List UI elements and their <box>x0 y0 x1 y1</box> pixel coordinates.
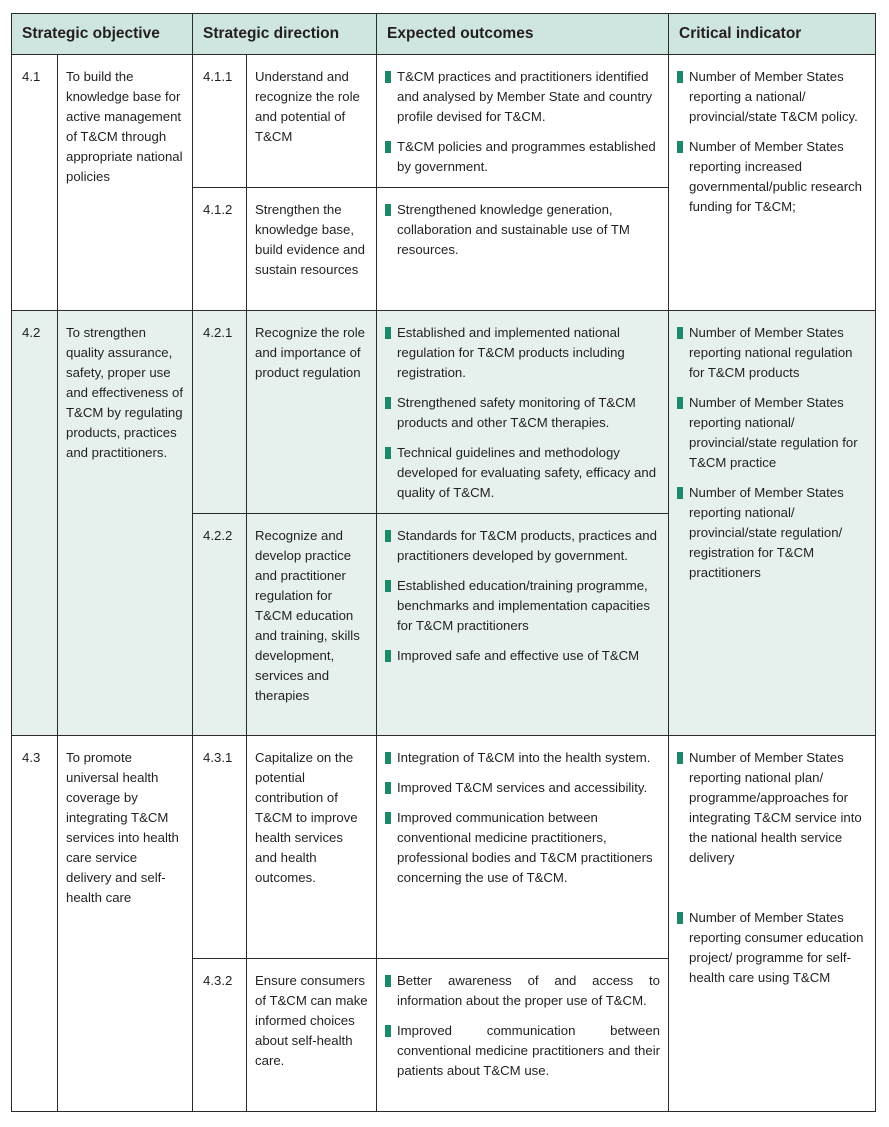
outcome-item: Better awareness of and access to information about the proper use of T&CM. <box>385 971 660 1011</box>
bullet-marker <box>677 71 683 83</box>
indicator-item: Number of Member States reporting national/ provincial/state regulation for T&CM practice <box>677 393 867 473</box>
bullet-marker <box>385 71 391 83</box>
outcome-item: Improved communication between conventional medicine practitioners and their patients about T&CM use. <box>385 1021 660 1081</box>
bullet-marker <box>677 397 683 409</box>
outcome-item: Integration of T&CM into the health system. <box>385 748 660 768</box>
bullet-marker <box>385 580 391 592</box>
bullet-marker <box>385 447 391 459</box>
direction-text: Ensure consumers of T&CM can make informed choices about self-health care. <box>247 959 377 1112</box>
outcome-item: Improved T&CM services and accessibility. <box>385 778 660 798</box>
table-row <box>12 736 876 959</box>
objective-number: 4.1 <box>12 55 58 311</box>
bullet-marker <box>385 530 391 542</box>
bullet-marker <box>677 487 683 499</box>
header-expected-outcomes: Expected outcomes <box>377 14 669 55</box>
indicator-item: Number of Member States reporting consumer education project/ programme for self-health care using T&CM <box>677 908 867 988</box>
outcome-item: Strengthened safety monitoring of T&CM products and other T&CM therapies. <box>385 393 660 433</box>
direction-text: Understand and recognize the role and potential of T&CM <box>247 55 377 188</box>
direction-text: Strengthen the knowledge base, build evidence and sustain resources <box>247 188 377 311</box>
bullet-marker <box>385 1025 391 1037</box>
bullet-marker <box>385 782 391 794</box>
outcome-item: T&CM practices and practitioners identified and analysed by Member State and country profile devised for T&CM. <box>385 67 660 127</box>
direction-text: Recognize and develop practice and practitioner regulation for T&CM education and training, skills development, services and therapies <box>247 514 377 736</box>
indicator-item: Number of Member States reporting increased governmental/public research funding for T&CM; <box>677 137 867 217</box>
table-row <box>12 55 876 188</box>
outcome-item: Established education/training programme, benchmarks and implementation capacities for T&CM practitioners <box>385 576 660 636</box>
indicators-cell <box>669 311 876 736</box>
outcome-item: Standards for T&CM products, practices and practitioners developed by government. <box>385 526 660 566</box>
bullet-marker <box>385 397 391 409</box>
outcomes-cell <box>377 188 669 311</box>
direction-number: 4.3.1 <box>193 736 247 959</box>
indicators-cell <box>669 55 876 311</box>
outcomes-cell <box>377 959 669 1112</box>
direction-number: 4.1.2 <box>193 188 247 311</box>
objective-number: 4.3 <box>12 736 58 1112</box>
objective-number: 4.2 <box>12 311 58 736</box>
outcome-item: Strengthened knowledge generation, collaboration and sustainable use of TM resources. <box>385 200 660 260</box>
indicator-item: Number of Member States reporting national plan/ programme/approaches for integrating T&CM service into the national health service delivery <box>677 748 867 868</box>
bullet-marker <box>677 327 683 339</box>
indicator-item: Number of Member States reporting national/ provincial/state regulation/ registration for T&CM practitioners <box>677 483 867 583</box>
direction-number: 4.2.1 <box>193 311 247 514</box>
bullet-marker <box>385 650 391 662</box>
objective-text: To promote universal health coverage by integrating T&CM services into health care service delivery and self-health care <box>58 736 193 1112</box>
objective-text: To strengthen quality assurance, safety, proper use and effectiveness of T&CM by regulating products, practices and practitioners. <box>58 311 193 736</box>
bullet-marker <box>385 141 391 153</box>
header-strategic-direction: Strategic direction <box>193 14 377 55</box>
strategy-table <box>11 13 876 1112</box>
objective-text: To build the knowledge base for active management of T&CM through appropriate national policies <box>58 55 193 311</box>
outcomes-cell <box>377 55 669 188</box>
bullet-marker <box>385 975 391 987</box>
outcome-item: Established and implemented national regulation for T&CM products including registration. <box>385 323 660 383</box>
outcome-item: Improved communication between conventional medicine practitioners, professional bodies and T&CM practitioners concerning the use of T&CM. <box>385 808 660 888</box>
outcome-item: T&CM policies and programmes established by government. <box>385 137 660 177</box>
outcomes-cell <box>377 311 669 514</box>
indicator-item: Number of Member States reporting a national/ provincial/state T&CM policy. <box>677 67 867 127</box>
header-strategic-objective: Strategic objective <box>12 14 193 55</box>
bullet-marker <box>385 204 391 216</box>
header-critical-indicator: Critical indicator <box>669 14 876 55</box>
indicator-item: Number of Member States reporting national regulation for T&CM products <box>677 323 867 383</box>
direction-text: Recognize the role and importance of product regulation <box>247 311 377 514</box>
direction-number: 4.2.2 <box>193 514 247 736</box>
outcome-item: Improved safe and effective use of T&CM <box>385 646 660 666</box>
outcomes-cell <box>377 514 669 736</box>
outcome-item: Technical guidelines and methodology developed for evaluating safety, efficacy and quality of T&CM. <box>385 443 660 503</box>
outcomes-cell <box>377 736 669 959</box>
direction-number: 4.3.2 <box>193 959 247 1112</box>
bullet-marker <box>677 752 683 764</box>
direction-text: Capitalize on the potential contribution of T&CM to improve health services and health outcomes. <box>247 736 377 959</box>
bullet-marker <box>385 327 391 339</box>
bullet-marker <box>385 812 391 824</box>
bullet-marker <box>385 752 391 764</box>
bullet-marker <box>677 912 683 924</box>
header-row <box>12 14 876 55</box>
table-row <box>12 311 876 514</box>
bullet-marker <box>677 141 683 153</box>
indicators-cell <box>669 736 876 1112</box>
direction-number: 4.1.1 <box>193 55 247 188</box>
